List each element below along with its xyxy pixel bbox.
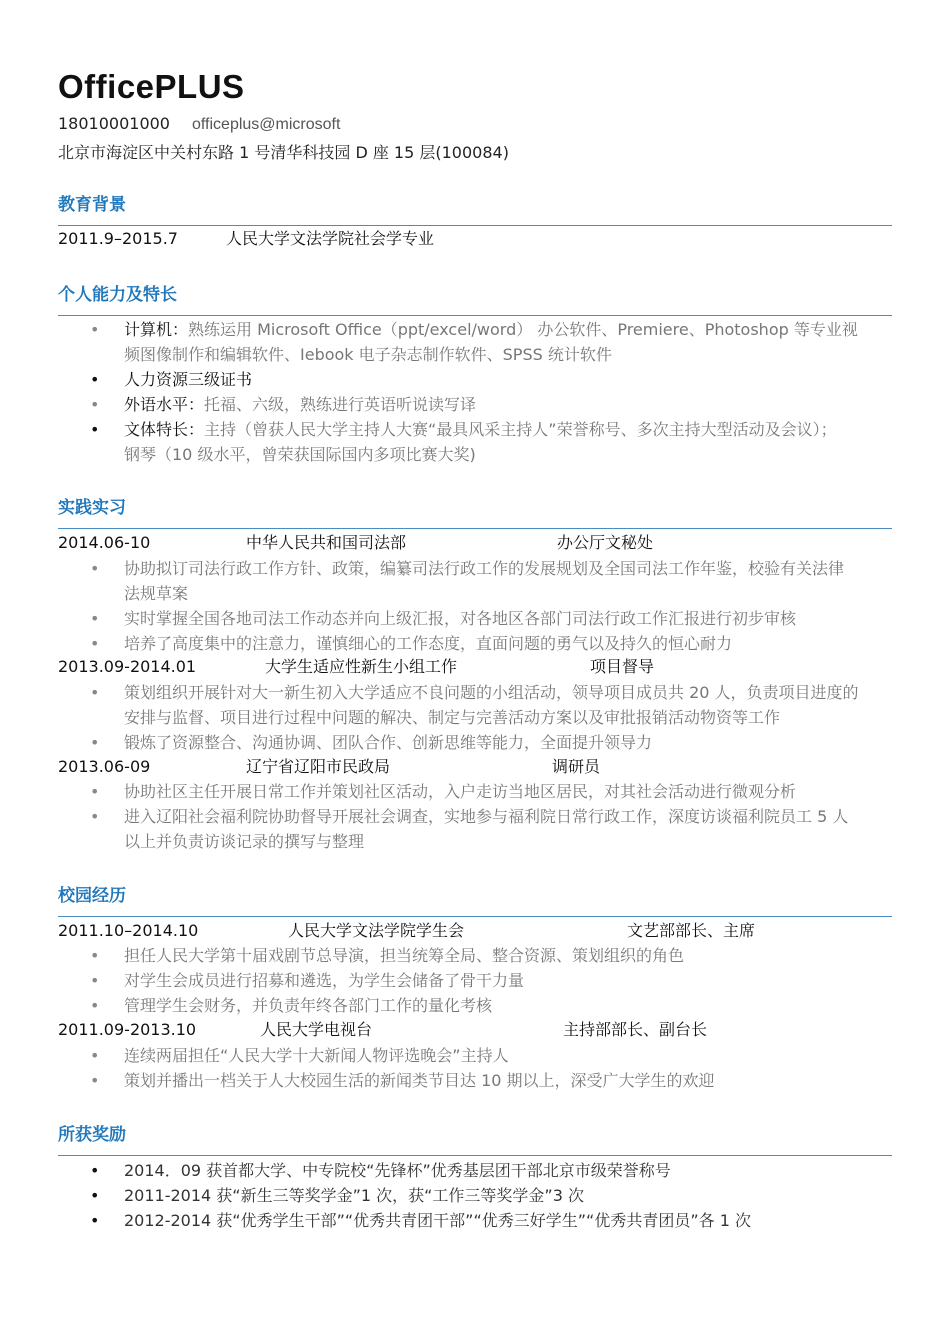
section-title-practice: 实践实习 [58, 498, 126, 518]
email-address: officeplus@microsoft [191, 116, 341, 133]
job-date: 2014.06-10 [58, 533, 151, 552]
bullet-mark: • [90, 1071, 100, 1090]
job-role: 办公厅文秘处 [557, 533, 654, 552]
skill-text: 频图像制作和编辑软件、Iebook 电子杂志制作软件、SPSS 统计软件 [124, 345, 612, 364]
bullet-mark: • [90, 1211, 100, 1230]
campus-org: 人民大学文法学院学生会 [288, 921, 465, 940]
skill-label: 人力资源三级证书 [124, 370, 253, 389]
contact-line [58, 114, 340, 134]
job-date: 2013.09-2014.01 [58, 657, 197, 676]
job-bullet-text: 以上并负责访谈记录的撰写与整理 [124, 832, 365, 851]
bullet-mark: • [90, 996, 100, 1015]
skill-text: 托福、六级，熟练进行英语听说读写译 [204, 395, 477, 414]
bullet-mark: • [90, 946, 100, 965]
campus-role: 文艺部部长、主席 [627, 921, 756, 940]
bullet-mark: • [90, 1186, 100, 1205]
campus-bullet-text: 管理学生会财务，并负责年终各部门工作的量化考核 [124, 996, 493, 1015]
job-bullet-text: 培养了高度集中的注意力，谨慎细心的工作态度，直面问题的勇气以及持久的恒心耐力 [124, 634, 733, 653]
section-divider [58, 225, 892, 226]
job-bullet-text: 协助拟订司法行政工作方针、政策，编纂司法行政工作的发展规划及全国司法工作年鉴，校验有关法律 [124, 559, 845, 578]
phone-number: 18010001000 [58, 114, 170, 133]
skill-text: 钢琴（10 级水平，曾荣获国际国内多项比赛大奖) [124, 445, 476, 464]
campus-bullet-text: 担任人民大学第十届戏剧节总导演，担当统筹全局、整合资源、策划组织的角色 [124, 946, 685, 965]
bullet-mark: • [90, 683, 100, 702]
bullet-mark: • [90, 420, 100, 439]
skill-label: 文体特长： [124, 420, 205, 439]
education-school: 人民大学文法学院社会学专业 [226, 229, 435, 248]
job-org: 大学生适应性新生小组工作 [265, 657, 458, 676]
campus-bullet-text: 对学生会成员进行招募和遴选，为学生会储备了骨干力量 [124, 971, 525, 990]
job-bullet-text: 锻炼了资源整合、沟通协调、团队合作、创新思维等能力，全面提升领导力 [124, 733, 653, 752]
bullet-mark: • [90, 971, 100, 990]
resume-name: OfficePLUS [58, 68, 245, 105]
section-divider [58, 528, 892, 529]
section-title-campus: 校园经历 [58, 886, 126, 906]
section-title-education: 教育背景 [58, 195, 126, 215]
job-bullet-text: 法规草案 [124, 584, 189, 603]
bullet-mark: • [90, 559, 100, 578]
section-divider [58, 315, 892, 316]
bullet-mark: • [90, 782, 100, 801]
section-title-awards: 所获奖励 [58, 1125, 126, 1145]
campus-org: 人民大学电视台 [260, 1020, 373, 1039]
campus-bullet-text: 策划并播出一档关于人大校园生活的新闻类节目达 10 期以上，深受广大学生的欢迎 [124, 1071, 715, 1090]
award-text: 2014．09 获首都大学、中专院校“先锋杯”优秀基层团干部北京市级荣誉称号 [124, 1161, 671, 1180]
job-date: 2013.06-09 [58, 757, 151, 776]
job-org: 中华人民共和国司法部 [246, 533, 407, 552]
bullet-mark: • [90, 320, 100, 339]
campus-date: 2011.09-2013.10 [58, 1020, 197, 1039]
job-bullet-text: 进入辽阳社会福利院协助督导开展社会调查，实地参与福利院日常行政工作，深度访谈福利院员工 5 人 [124, 807, 849, 826]
bullet-mark: • [90, 807, 100, 826]
job-bullet-text: 协助社区主任开展日常工作并策划社区活动，入户走访当地区居民，对其社会活动进行微观分析 [124, 782, 797, 801]
award-text: 2011-2014 获“新生三等奖学金”1 次，获“工作三等奖学金”3 次 [124, 1186, 584, 1205]
bullet-mark: • [90, 1046, 100, 1065]
campus-date: 2011.10–2014.10 [58, 921, 199, 940]
skill-label: 计算机： [124, 320, 189, 339]
bullet-mark: • [90, 609, 100, 628]
campus-role: 主持部部长、副台长 [563, 1020, 708, 1039]
campus-bullet-text: 连续两届担任“人民大学十大新闻人物评选晚会”主持人 [124, 1046, 509, 1065]
postal-address: 北京市海淀区中关村东路 1 号清华科技园 D 座 15 层(100084) [58, 143, 509, 162]
section-title-skills: 个人能力及特长 [58, 285, 177, 305]
education-date: 2011.9–2015.7 [58, 229, 178, 248]
job-org: 辽宁省辽阳市民政局 [246, 757, 391, 776]
bullet-mark: • [90, 1161, 100, 1180]
job-role: 项目督导 [590, 657, 655, 676]
bullet-mark: • [90, 370, 100, 389]
skill-text: 主持（曾获人民大学主持人大赛“最具风采主持人”荣誉称号、多次主持大型活动及会议）； [204, 420, 837, 439]
bullet-mark: • [90, 634, 100, 653]
skill-label: 外语水平： [124, 395, 205, 414]
job-bullet-text: 策划组织开展针对大一新生初入大学适应不良问题的小组活动，领导项目成员共 20 人，负责项目进度的 [124, 683, 859, 702]
award-text: 2012-2014 获“优秀学生干部”“优秀共青团干部”“优秀三好学生”“优秀共青团员”各 1 次 [124, 1211, 751, 1230]
job-bullet-text: 安排与监督、项目进行过程中问题的解决、制定与完善活动方案以及审批报销活动物资等工作 [124, 708, 781, 727]
job-role: 调研员 [552, 757, 601, 776]
section-divider [58, 916, 892, 917]
skill-text: 熟练运用 Microsoft Office（ppt/excel/word） 办公软件、Premiere、Photoshop 等专业视 [188, 320, 858, 339]
section-divider [58, 1155, 892, 1156]
bullet-mark: • [90, 733, 100, 752]
job-bullet-text: 实时掌握全国各地司法工作动态并向上级汇报，对各地区各部门司法行政工作汇报进行初步审核 [124, 609, 797, 628]
bullet-mark: • [90, 395, 100, 414]
